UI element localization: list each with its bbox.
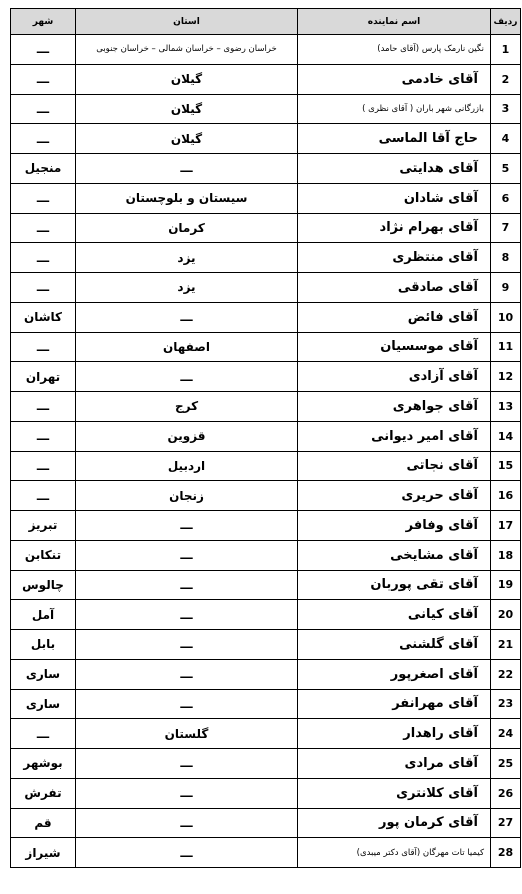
row-number-cell: 6 xyxy=(491,183,521,213)
table-row xyxy=(11,362,521,392)
province-cell: ـــ xyxy=(76,362,298,392)
province-cell: ـــ xyxy=(76,540,298,570)
row-number-cell: 7 xyxy=(491,213,521,243)
city-cell: ساری xyxy=(11,689,76,719)
province-cell: کرمان xyxy=(76,213,298,243)
row-number-cell: 20 xyxy=(491,600,521,630)
row-number-cell: 18 xyxy=(491,540,521,570)
row-number-cell: 13 xyxy=(491,392,521,422)
table-row xyxy=(11,570,521,600)
representative-name-cell: آقای وفافر xyxy=(298,511,491,541)
city-cell: ساری xyxy=(11,659,76,689)
province-cell: ـــ xyxy=(76,808,298,838)
table-row xyxy=(11,421,521,451)
province-cell: گلستان xyxy=(76,719,298,749)
city-cell: ـــ xyxy=(11,421,76,451)
row-number-cell: 16 xyxy=(491,481,521,511)
table-row xyxy=(11,243,521,273)
city-cell: ـــ xyxy=(11,64,76,94)
table-row xyxy=(11,540,521,570)
representative-name-cell: آقای آزادی xyxy=(298,362,491,392)
province-cell: ـــ xyxy=(76,570,298,600)
representative-name-cell: آقای مرادی xyxy=(298,749,491,779)
table-row xyxy=(11,392,521,422)
representative-name-cell: نگین نارمک پارس (آقای حامد) xyxy=(298,35,491,65)
province-cell: یزد xyxy=(76,243,298,273)
header-province: استان xyxy=(76,9,298,35)
table-row xyxy=(11,808,521,838)
row-number-cell: 4 xyxy=(491,124,521,154)
city-cell: تبریز xyxy=(11,511,76,541)
representatives-table xyxy=(10,8,521,868)
province-cell: کرج xyxy=(76,392,298,422)
representative-name-cell: آقای شادان xyxy=(298,183,491,213)
row-number-cell: 24 xyxy=(491,719,521,749)
table-row xyxy=(11,630,521,660)
table-row xyxy=(11,749,521,779)
table-row xyxy=(11,273,521,303)
city-cell: آمل xyxy=(11,600,76,630)
city-cell: ـــ xyxy=(11,243,76,273)
province-cell: ـــ xyxy=(76,778,298,808)
province-cell: ـــ xyxy=(76,689,298,719)
row-number-cell: 28 xyxy=(491,838,521,868)
city-cell: ـــ xyxy=(11,332,76,362)
representative-name-cell: آقای خادمی xyxy=(298,64,491,94)
city-cell: قم xyxy=(11,808,76,838)
province-cell: گیلان xyxy=(76,94,298,124)
header-representative-name: اسم نماینده xyxy=(298,9,491,35)
city-cell: تنکابن xyxy=(11,540,76,570)
row-number-cell: 26 xyxy=(491,778,521,808)
row-number-cell: 15 xyxy=(491,451,521,481)
city-cell: کاشان xyxy=(11,302,76,332)
city-cell: ـــ xyxy=(11,481,76,511)
row-number-cell: 22 xyxy=(491,659,521,689)
representative-name-cell: آقای اصغرپور xyxy=(298,659,491,689)
city-cell: ـــ xyxy=(11,451,76,481)
table-row xyxy=(11,35,521,65)
representative-name-cell: آقای فائض xyxy=(298,302,491,332)
table-row xyxy=(11,64,521,94)
province-cell: سیستان و بلوچستان xyxy=(76,183,298,213)
representative-name-cell: آقای مهرانفر xyxy=(298,689,491,719)
table-row xyxy=(11,511,521,541)
city-cell: ـــ xyxy=(11,35,76,65)
city-cell: تهران xyxy=(11,362,76,392)
representative-name-cell: آقای نجاتی xyxy=(298,451,491,481)
city-cell: ـــ xyxy=(11,213,76,243)
table-row xyxy=(11,154,521,184)
table-row xyxy=(11,213,521,243)
row-number-cell: 2 xyxy=(491,64,521,94)
province-cell: خراسان رضوی – خراسان شمالی – خراسان جنوبی xyxy=(76,35,298,65)
province-cell: یزد xyxy=(76,273,298,303)
province-cell: ـــ xyxy=(76,838,298,868)
city-cell: تفرش xyxy=(11,778,76,808)
header-city: شهر xyxy=(11,9,76,35)
row-number-cell: 14 xyxy=(491,421,521,451)
row-number-cell: 12 xyxy=(491,362,521,392)
table-row xyxy=(11,302,521,332)
representative-name-cell: کیمیا تات مهرگان (آقای دکتر میبدی) xyxy=(298,838,491,868)
representative-name-cell: آقای هدایتی xyxy=(298,154,491,184)
table-row xyxy=(11,719,521,749)
row-number-cell: 8 xyxy=(491,243,521,273)
province-cell: اردبیل xyxy=(76,451,298,481)
table-row xyxy=(11,332,521,362)
table-header-row xyxy=(11,9,521,35)
row-number-cell: 10 xyxy=(491,302,521,332)
table-row xyxy=(11,94,521,124)
table-row xyxy=(11,451,521,481)
province-cell: قزوین xyxy=(76,421,298,451)
city-cell: ـــ xyxy=(11,719,76,749)
city-cell: چالوس xyxy=(11,570,76,600)
representative-name-cell: آقای مشایخی xyxy=(298,540,491,570)
table-row xyxy=(11,838,521,868)
row-number-cell: 21 xyxy=(491,630,521,660)
row-number-cell: 27 xyxy=(491,808,521,838)
row-number-cell: 1 xyxy=(491,35,521,65)
representatives-table-wrapper xyxy=(10,8,520,868)
representative-name-cell: آقای صادقی xyxy=(298,273,491,303)
province-cell: ـــ xyxy=(76,600,298,630)
city-cell: ـــ xyxy=(11,94,76,124)
table-row xyxy=(11,481,521,511)
row-number-cell: 5 xyxy=(491,154,521,184)
representative-name-cell: آقای موسسیان xyxy=(298,332,491,362)
province-cell: گیلان xyxy=(76,64,298,94)
representative-name-cell: آقای گلشنی xyxy=(298,630,491,660)
city-cell: ـــ xyxy=(11,124,76,154)
representative-name-cell: آقای راهدار xyxy=(298,719,491,749)
representative-name-cell: آقای منتظری xyxy=(298,243,491,273)
province-cell: ـــ xyxy=(76,154,298,184)
province-cell: ـــ xyxy=(76,630,298,660)
row-number-cell: 3 xyxy=(491,94,521,124)
representative-name-cell: آقای تقی پوربان xyxy=(298,570,491,600)
row-number-cell: 25 xyxy=(491,749,521,779)
province-cell: زنجان xyxy=(76,481,298,511)
province-cell: ـــ xyxy=(76,511,298,541)
representative-name-cell: آقای حریری xyxy=(298,481,491,511)
city-cell: ـــ xyxy=(11,183,76,213)
row-number-cell: 23 xyxy=(491,689,521,719)
table-row xyxy=(11,778,521,808)
province-cell: گیلان xyxy=(76,124,298,154)
table-body xyxy=(11,35,521,868)
table-row xyxy=(11,659,521,689)
province-cell: اصفهان xyxy=(76,332,298,362)
representative-name-cell: آقای کیانی xyxy=(298,600,491,630)
row-number-cell: 19 xyxy=(491,570,521,600)
representative-name-cell: آقای بهرام نژاد xyxy=(298,213,491,243)
city-cell: بابل xyxy=(11,630,76,660)
table-row xyxy=(11,183,521,213)
province-cell: ـــ xyxy=(76,749,298,779)
city-cell: شیراز xyxy=(11,838,76,868)
city-cell: ـــ xyxy=(11,392,76,422)
table-row xyxy=(11,124,521,154)
province-cell: ـــ xyxy=(76,659,298,689)
city-cell: ـــ xyxy=(11,273,76,303)
representative-name-cell: آقای جواهری xyxy=(298,392,491,422)
table-row xyxy=(11,689,521,719)
city-cell: منجیل xyxy=(11,154,76,184)
table-row xyxy=(11,600,521,630)
city-cell: بوشهر xyxy=(11,749,76,779)
representative-name-cell: آقای امیر دیوانی xyxy=(298,421,491,451)
row-number-cell: 9 xyxy=(491,273,521,303)
representative-name-cell: آقای کلانتری xyxy=(298,778,491,808)
representative-name-cell: حاج آقا الماسی xyxy=(298,124,491,154)
row-number-cell: 11 xyxy=(491,332,521,362)
representative-name-cell: بازرگانی شهر باران ( آقای نظری ) xyxy=(298,94,491,124)
row-number-cell: 17 xyxy=(491,511,521,541)
header-row-number: ردیف xyxy=(491,9,521,35)
province-cell: ـــ xyxy=(76,302,298,332)
representative-name-cell: آقای کرمان پور xyxy=(298,808,491,838)
